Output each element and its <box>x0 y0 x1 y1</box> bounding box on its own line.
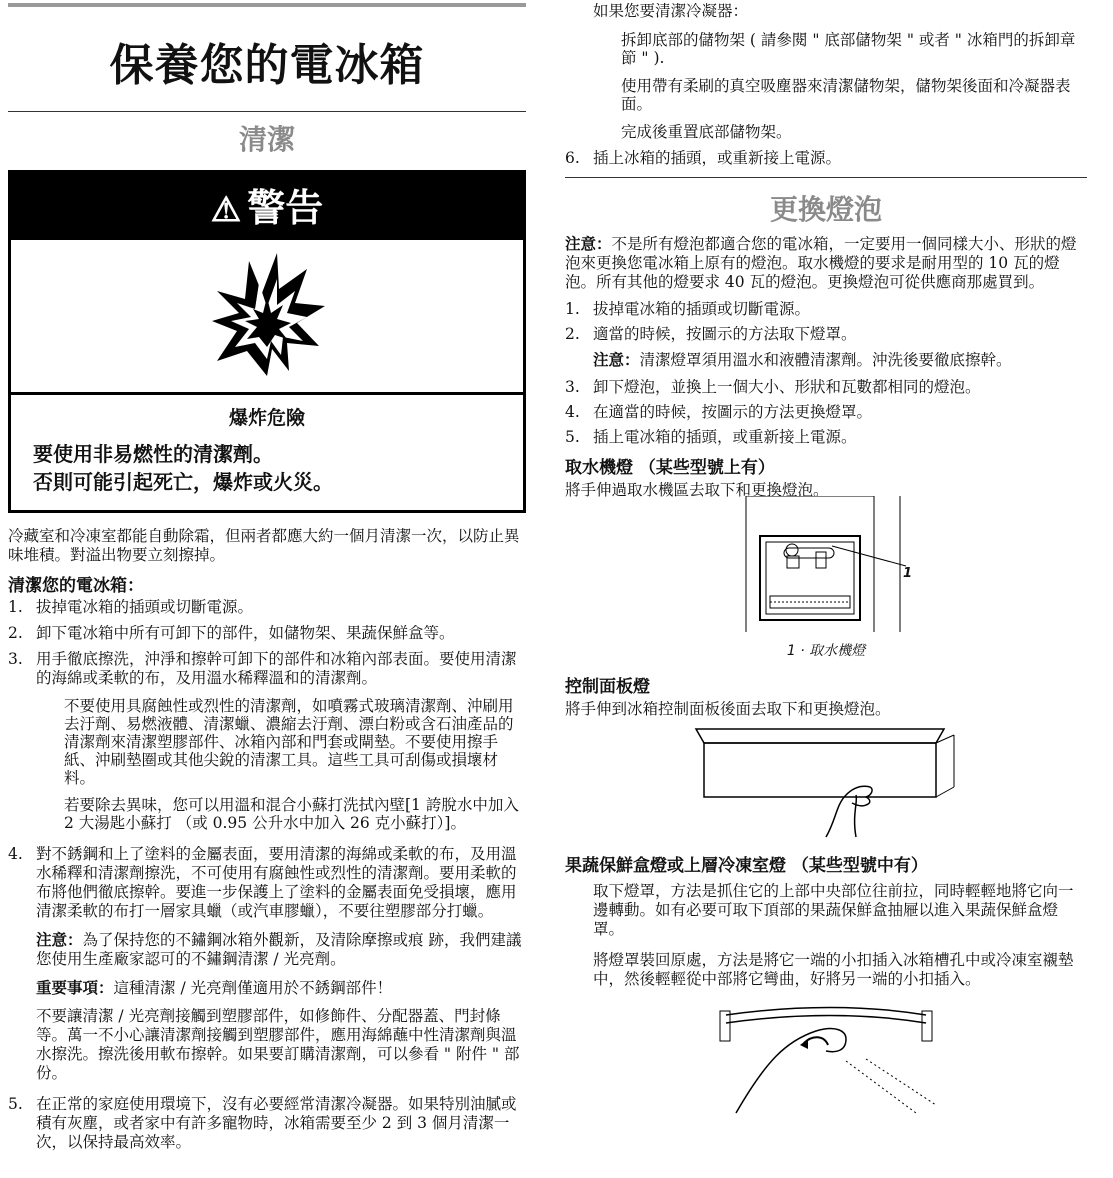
list-item <box>8 624 526 643</box>
step-number: 4. <box>8 845 23 863</box>
important-note <box>36 978 526 998</box>
warning-line-2: 否則可能引起死亡，爆炸或火災。 <box>33 470 333 494</box>
list-item <box>8 1095 526 1152</box>
step-number: 5. <box>8 1095 23 1113</box>
important-text: 這種清潔 / 光亮劑僅適用於不銹鋼部件！ <box>113 979 393 997</box>
list-item <box>565 149 1087 168</box>
warning-triangle-icon: ⚠ <box>210 190 242 230</box>
step3-note-2: 若要除去異味，您可以用溫和混合小蘇打洗拭內壁[1 誇脫水中加入 2 大湯匙小蘇打 （或 0.95 公升水中加入 26 克小蘇打）]。 <box>64 796 519 832</box>
step-number: 6. <box>565 149 580 167</box>
step-text: 拔掉電冰箱的插頭或切斷電源。 <box>36 598 254 616</box>
step4-note <box>36 930 526 969</box>
cleaning-steps <box>8 598 526 688</box>
crisper-paragraph-1: 取下燈罩，方法是抓住它的上部中央部位往前拉，同時輕輕地將它向一邊轉動。如有必要可取下頂部的果蔬保鮮盒抽屜以進入果蔬保鮮盒燈罩。 <box>593 882 1074 938</box>
condenser-item-2: 使用帶有柔刷的真空吸塵器來清潔儲物架，儲物架後面和冷凝器表面。 <box>621 77 1071 113</box>
crisper-heading: 果蔬保鮮盒燈或上層冷凍室燈 （某些型號中有） <box>565 856 928 876</box>
dispenser-illustration <box>736 496 916 636</box>
condenser-item-3: 完成後重置底部儲物架。 <box>621 123 792 141</box>
right-column <box>565 0 1087 1116</box>
note-text: 為了保持您的不鏽鋼冰箱外觀新，及清除摩擦或痕 跡，我們建議您使用生產廠家認可的不鏽鋼清潔 / 光亮劑。 <box>36 931 522 968</box>
cleaning-intro: 冷藏室和冷凍室都能自動除霜，但兩者都應大約一個月清潔一次，以防止異味堆積。對溢出物要立刻擦掉。 <box>8 527 520 564</box>
control-panel-figure <box>565 725 1087 841</box>
step-text: 在正常的家庭使用環境下，沒有必要經常清潔冷凝器。如果特別油膩或積有灰塵，或者家中有許多寵物時，冰箱需要至少 2 到 3 個月清潔一次，以保持最高效率。 <box>36 1095 517 1151</box>
section-heading-cleaning: 清潔 <box>238 123 295 156</box>
top-rule <box>8 3 526 7</box>
title-divider <box>8 111 526 112</box>
step-text: 拔掉電冰箱的插頭或切斷電源。 <box>593 300 811 318</box>
step-number: 1. <box>8 598 23 616</box>
list-item <box>565 403 1087 422</box>
step-text: 卸下燈泡，並換上一個大小、形狀和瓦數都相同的燈泡。 <box>593 378 981 396</box>
dispenser-text: 將手伸過取水機區去取下和更換燈泡。 <box>565 481 829 499</box>
dispenser-figure <box>565 496 1087 636</box>
warning-hazard-title: 爆炸危險 <box>228 407 305 429</box>
note-label: 注意： <box>565 234 612 253</box>
warning-box <box>8 170 526 513</box>
list-item <box>565 300 1087 319</box>
list-item <box>8 845 526 921</box>
note-label: 注意： <box>36 930 83 949</box>
warning-header-label: 警告 <box>247 185 324 230</box>
control-panel-text: 將手伸到冰箱控制面板後面去取下和更換燈泡。 <box>565 700 891 718</box>
explosion-icon <box>11 240 523 395</box>
step-number: 2. <box>8 624 23 642</box>
step-text: 對不銹鋼和上了塗料的金屬表面，要用清潔的海綿或柔軟的布，及用溫水稀釋和清潔劑擦洗，不可使用有腐蝕性或烈性的清潔劑。要用柔軟的布將他們徹底擦幹。要進一步保護上了塗料的金屬表面免受損壞，應用清潔柔軟的布打一層家具蠟（或汽車膠蠟），不要往塑膠部分打蠟。 <box>36 845 517 920</box>
bulb-steps-2 <box>565 378 1087 447</box>
list-item <box>8 650 526 688</box>
step-text: 插上電冰箱的插頭，或重新接上電源。 <box>593 428 857 446</box>
callout-number: 1 <box>903 566 913 581</box>
step-number: 5. <box>565 428 580 446</box>
page-title: 保養您的電冰箱 <box>109 40 425 91</box>
left-column <box>8 0 526 1152</box>
bulb-steps <box>565 300 1087 344</box>
list-item <box>565 378 1087 397</box>
crisper-illustration <box>696 1001 956 1116</box>
list-item <box>565 428 1087 447</box>
step-text: 插上冰箱的插頭，或重新接上電源。 <box>593 149 842 167</box>
control-panel-heading: 控制面板燈 <box>565 677 650 697</box>
step-text: 用手徹底擦洗，沖淨和擦幹可卸下的部件和冰箱內部表面。要使用清潔的海綿或柔軟的布，及用溫水稀釋溫和的清潔劑。 <box>36 650 517 687</box>
warning-header <box>11 173 523 240</box>
step-text: 適當的時候，按圖示的方法取下燈罩。 <box>593 325 857 343</box>
step4-note-3: 不要讓清潔 / 光亮劑接觸到塑膠部件，如修飾件、分配器蓋、門封條等。萬一不小心讓清潔劑接觸到塑膠部件，應用海綿蘸中性清潔劑與溫水擦洗。擦洗後用軟布擦幹。如果要訂購清潔劑，可以參看 " 附件 " 部份。 <box>36 1007 520 1082</box>
warning-line-1: 要使用非易燃性的清潔劑。 <box>33 442 273 466</box>
list-item <box>8 598 526 617</box>
step-text: 在適當的時候，按圖示的方法更換燈罩。 <box>593 403 873 421</box>
list-item <box>565 325 1087 344</box>
step-number: 2. <box>565 325 580 343</box>
control-panel-illustration <box>686 725 966 841</box>
section-divider <box>565 177 1087 178</box>
figure-caption: 1 · 取水機燈 <box>786 643 866 659</box>
note-text: 清潔燈罩須用溫水和液體清潔劑。沖洗後要徹底擦幹。 <box>639 351 1012 369</box>
step2-note <box>593 350 1087 370</box>
step-text: 卸下電冰箱中所有可卸下的部件，如儲物架、果蔬保鮮盒等。 <box>36 624 455 642</box>
step-number: 1. <box>565 300 580 318</box>
step3-note-1: 不要使用具腐蝕性或烈性的清潔劑，如噴霧式玻璃清潔劑、沖刷用去汙劑、易燃液體、清潔蠟、濃縮去汙劑、漂白粉或含石油產品的清潔劑來清潔塑膠部件、冰箱內部和門套或閘墊。不要使用擦手紙、沖刷墊圈或其他尖銳的清潔工具。這些工具可刮傷或損壞材料。 <box>64 697 514 787</box>
step-number: 3. <box>565 378 580 396</box>
crisper-figure <box>565 1001 1087 1116</box>
section-heading-bulbs: 更換燈泡 <box>769 193 882 226</box>
dispenser-heading: 取水機燈 （某些型號上有） <box>565 458 775 478</box>
note-text: 不是所有燈泡都適合您的電冰箱，一定要用一個同樣大小、形狀的燈泡來更換您電冰箱上原有的燈泡。取水機燈的要求是耐用型的 10 瓦的燈泡。所有其他的燈要求 40 瓦的燈泡。更換燈泡可從供應商那處買到。 <box>565 235 1077 291</box>
crisper-paragraph-2: 將燈罩裝回原處，方法是將它一端的小扣插入冰箱槽孔中或冷凍室襯墊中，然後輕輕從中部將它彎曲，好將另一端的小扣插入。 <box>593 951 1074 988</box>
note-label: 注意： <box>593 350 640 369</box>
bulb-note <box>565 234 1087 292</box>
condenser-item-1: 拆卸底部的儲物架 ( 請參閱 " 底部儲物架 " 或者 " 冰箱門的拆卸章節 " ). <box>621 31 1076 67</box>
condenser-intro: 如果您要清潔冷凝器： <box>593 2 749 20</box>
step-number: 4. <box>565 403 580 421</box>
step-number: 3. <box>8 650 23 668</box>
important-label: 重要事項： <box>36 978 114 997</box>
cleaning-subhead: 清潔您的電冰箱： <box>8 576 144 596</box>
